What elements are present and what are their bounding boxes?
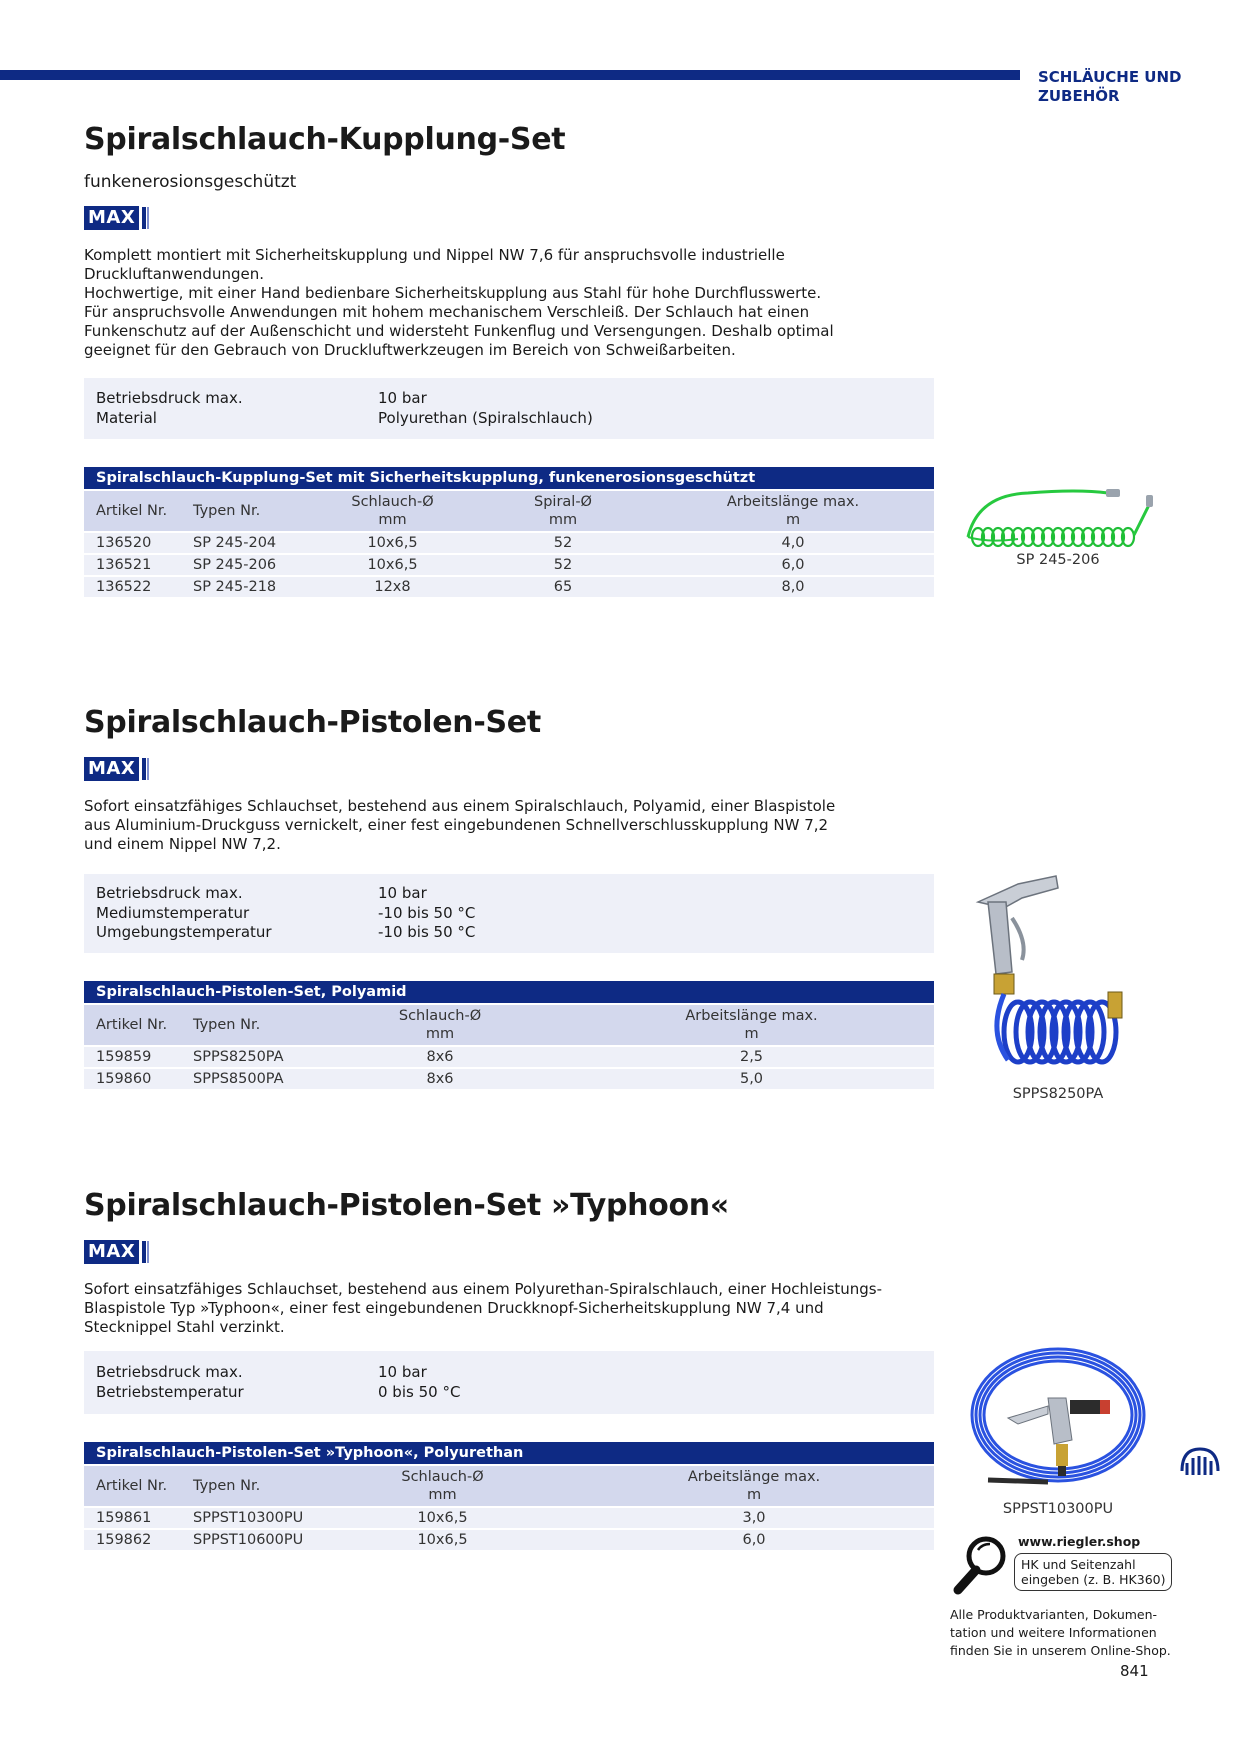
image-caption: SPPS8250PA [1012,1086,1104,1102]
section-typhoon-set [84,1188,934,1552]
table-header: Artikel Nr. Typen Nr. Schlauch-Ø mm Arbeitslänge max. m [84,1004,934,1046]
section-description: Komplett montiert mit Sicherheitskupplung und Nippel NW 7,6 für anspruchsvolle industrielle Druckluftanwendungen. Hochwertige, mit einer Hand bedienbare Sicherheitskupplung aus Stahl für hohe Durchflusswerte. Für anspruchsvolle Anwendungen mit hohem mechanischem Verschleiß. Der Schlauch hat einen Funkenschutz auf der Außenschicht und widersteht Funkenflug und Versengungen. Deshalb optimal geeignet für den Gebrauch von Druckluftwerkzeugen im Bereich von Schweißarbeiten. [84,246,834,359]
section-title: Spiralschlauch-Kupplung-Set [84,122,566,157]
spec-row: Betriebsdruck max. 10 bar [96,389,427,407]
product-table [84,981,934,1091]
image-caption: SPPST10300PU [1002,1501,1114,1517]
section-label: SCHLÄUCHE UND ZUBEHÖR [1038,68,1182,105]
spec-row: Mediumstemperatur -10 bis 50 °C [96,903,476,922]
section-description: Sofort einsatzfähiges Schlauchset, bestehend aus einem Polyurethan-Spiralschlauch, einer Hochleistungs- Blaspistole Typ »Typhoon«, einer fest eingebundenen Druckknopf-Sicherheitskupplung NW 7,4 und Stecknippel Stahl verzinkt. [84,1280,883,1336]
image-caption: SP 245-206 [1016,552,1100,568]
table-row: 136522 SP 245-218 12x8 65 8,0 [84,576,934,598]
shop-note: Alle Produktvarianten, Dokumen- tation und weitere Informationen finden Sie in unserem Online-Shop. [950,1607,1171,1658]
table-row: 159859 SPPS8250PA 8x6 2,5 [84,1046,934,1068]
max-brand-logo: MAX [84,757,934,781]
table-header: Artikel Nr. Typen Nr. Schlauch-Ø mm Arbeitslänge max. m [84,1465,934,1507]
section-description: Sofort einsatzfähiges Schlauchset, bestehend aus einem Spiralschlauch, Polyamid, einer Blaspistole aus Aluminium-Druckguss vernickelt, einer fest eingebundenen Schnellverschlusskupplung NW 7,2 und einem Nippel NW 7,2. [84,797,836,853]
table-row: 159860 SPPS8500PA 8x6 5,0 [84,1068,934,1090]
spec-box [84,1351,934,1414]
table-header: Artikel Nr. Typen Nr. Schlauch-Ø mm Spiral-Ø mm Arbeitslänge max. m [84,490,934,532]
shop-hint: HK und Seitenzahl eingeben (z. B. HK360) [1014,1553,1172,1591]
max-brand-logo: MAX [84,206,934,230]
table-caption: Spiralschlauch-Pistolen-Set »Typhoon«, Polyurethan [84,1442,934,1465]
typhoon-set-image [958,1340,1158,1500]
spec-row: Material Polyurethan (Spiralschlauch) [96,408,593,427]
max-brand-logo: MAX [84,1240,934,1264]
product-table [84,1442,934,1552]
spec-row: Umgebungstemperatur -10 bis 50 °C [96,923,476,941]
table-row: 159861 SPPST10300PU 10x6,5 3,0 [84,1507,934,1529]
spec-row: Betriebstemperatur 0 bis 50 °C [96,1382,461,1401]
section-subtitle: funkenerosionsgeschützt [84,172,297,192]
spec-box [84,378,934,439]
page-number: 841 [1120,1662,1149,1680]
table-caption: Spiralschlauch-Kupplung-Set mit Sicherheitskupplung, funkenerosionsgeschützt [84,467,934,490]
spec-box [84,874,934,953]
header-bar [0,70,1020,80]
table-row: 136520 SP 245-204 10x6,5 52 4,0 [84,532,934,554]
table-row: 159862 SPPST10600PU 10x6,5 6,0 [84,1529,934,1551]
spiral-hose-icon [1178,1445,1224,1481]
section-title: Spiralschlauch-Pistolen-Set »Typhoon« [84,1188,729,1223]
table-caption: Spiralschlauch-Pistolen-Set, Polyamid [84,981,934,1004]
blow-gun-blue-hose-image [958,862,1158,1082]
spec-row: Betriebsdruck max. 10 bar [96,884,427,902]
green-spiral-hose-image [958,485,1158,550]
product-table [84,467,934,599]
section-kupplung-set [84,122,934,599]
spec-row: Betriebsdruck max. 10 bar [96,1363,427,1381]
shop-url-link[interactable]: www.riegler.shop [1018,1534,1141,1549]
magnifier-icon [950,1534,1010,1598]
table-row: 136521 SP 245-206 10x6,5 52 6,0 [84,554,934,576]
section-title: Spiralschlauch-Pistolen-Set [84,705,541,740]
section-pistolen-set [84,705,934,1091]
